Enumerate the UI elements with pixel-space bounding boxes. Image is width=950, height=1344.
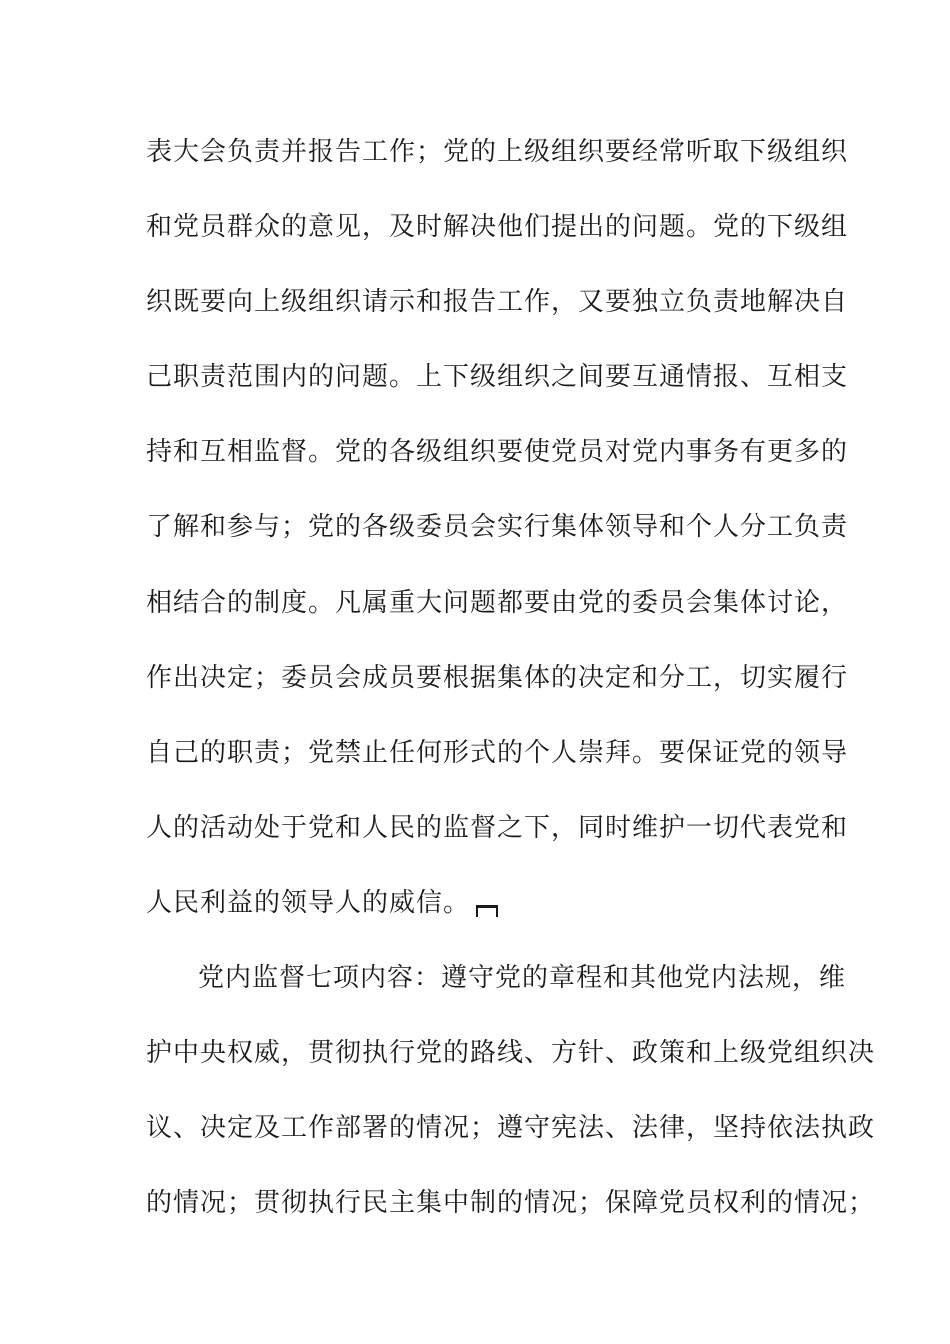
text-line: 相结合的制度。凡属重大问题都要由党的委员会集体讨论， [146,587,849,618]
body-text [146,126,876,1252]
text-line: 了解和参与；党的各级委员会实行集体领导和个人分工负责 [146,512,849,543]
text-line: 人的活动处于党和人民的监督之下，同时维护一切代表党和 [146,812,849,843]
text-line: 己职责范围内的问题。上下级组织之间要互通情报、互相支 [146,362,849,393]
text-line: 表大会负责并报告工作；党的上级组织要经常听取下级组织 [146,137,849,167]
text-line: 织既要向上级组织请示和报告工作，又要独立负责地解决自 [146,287,849,318]
text-line: 人民利益的领导人的威信。 [146,887,471,918]
text-line: 持和互相监督。党的各级组织要使党员对党内事务有更多的 [146,437,849,468]
section-break-mark [476,905,498,917]
text-line: 和党员群众的意见，及时解决他们提出的问题。党的下级组 [146,212,849,243]
text-line: 党内监督七项内容：遵守党的章程和其他党内法规，维 [198,963,847,994]
text-line: 护中央权威，贯彻执行党的路线、方针、政策和上级党组织决 [146,1038,876,1069]
paragraph-end-line [146,877,806,929]
text-line: 议、决定及工作部署的情况；遵守宪法、法律，坚持依法执政 [146,1113,876,1144]
text-line: 的情况；贯彻执行民主集中制的情况；保障党员权利的情况； [146,1188,876,1219]
text-line: 作出决定；委员会成员要根据集体的决定和分工，切实履行 [146,662,849,693]
text-line: 自己的职责；党禁止任何形式的个人崇拜。要保证党的领导 [146,737,849,768]
